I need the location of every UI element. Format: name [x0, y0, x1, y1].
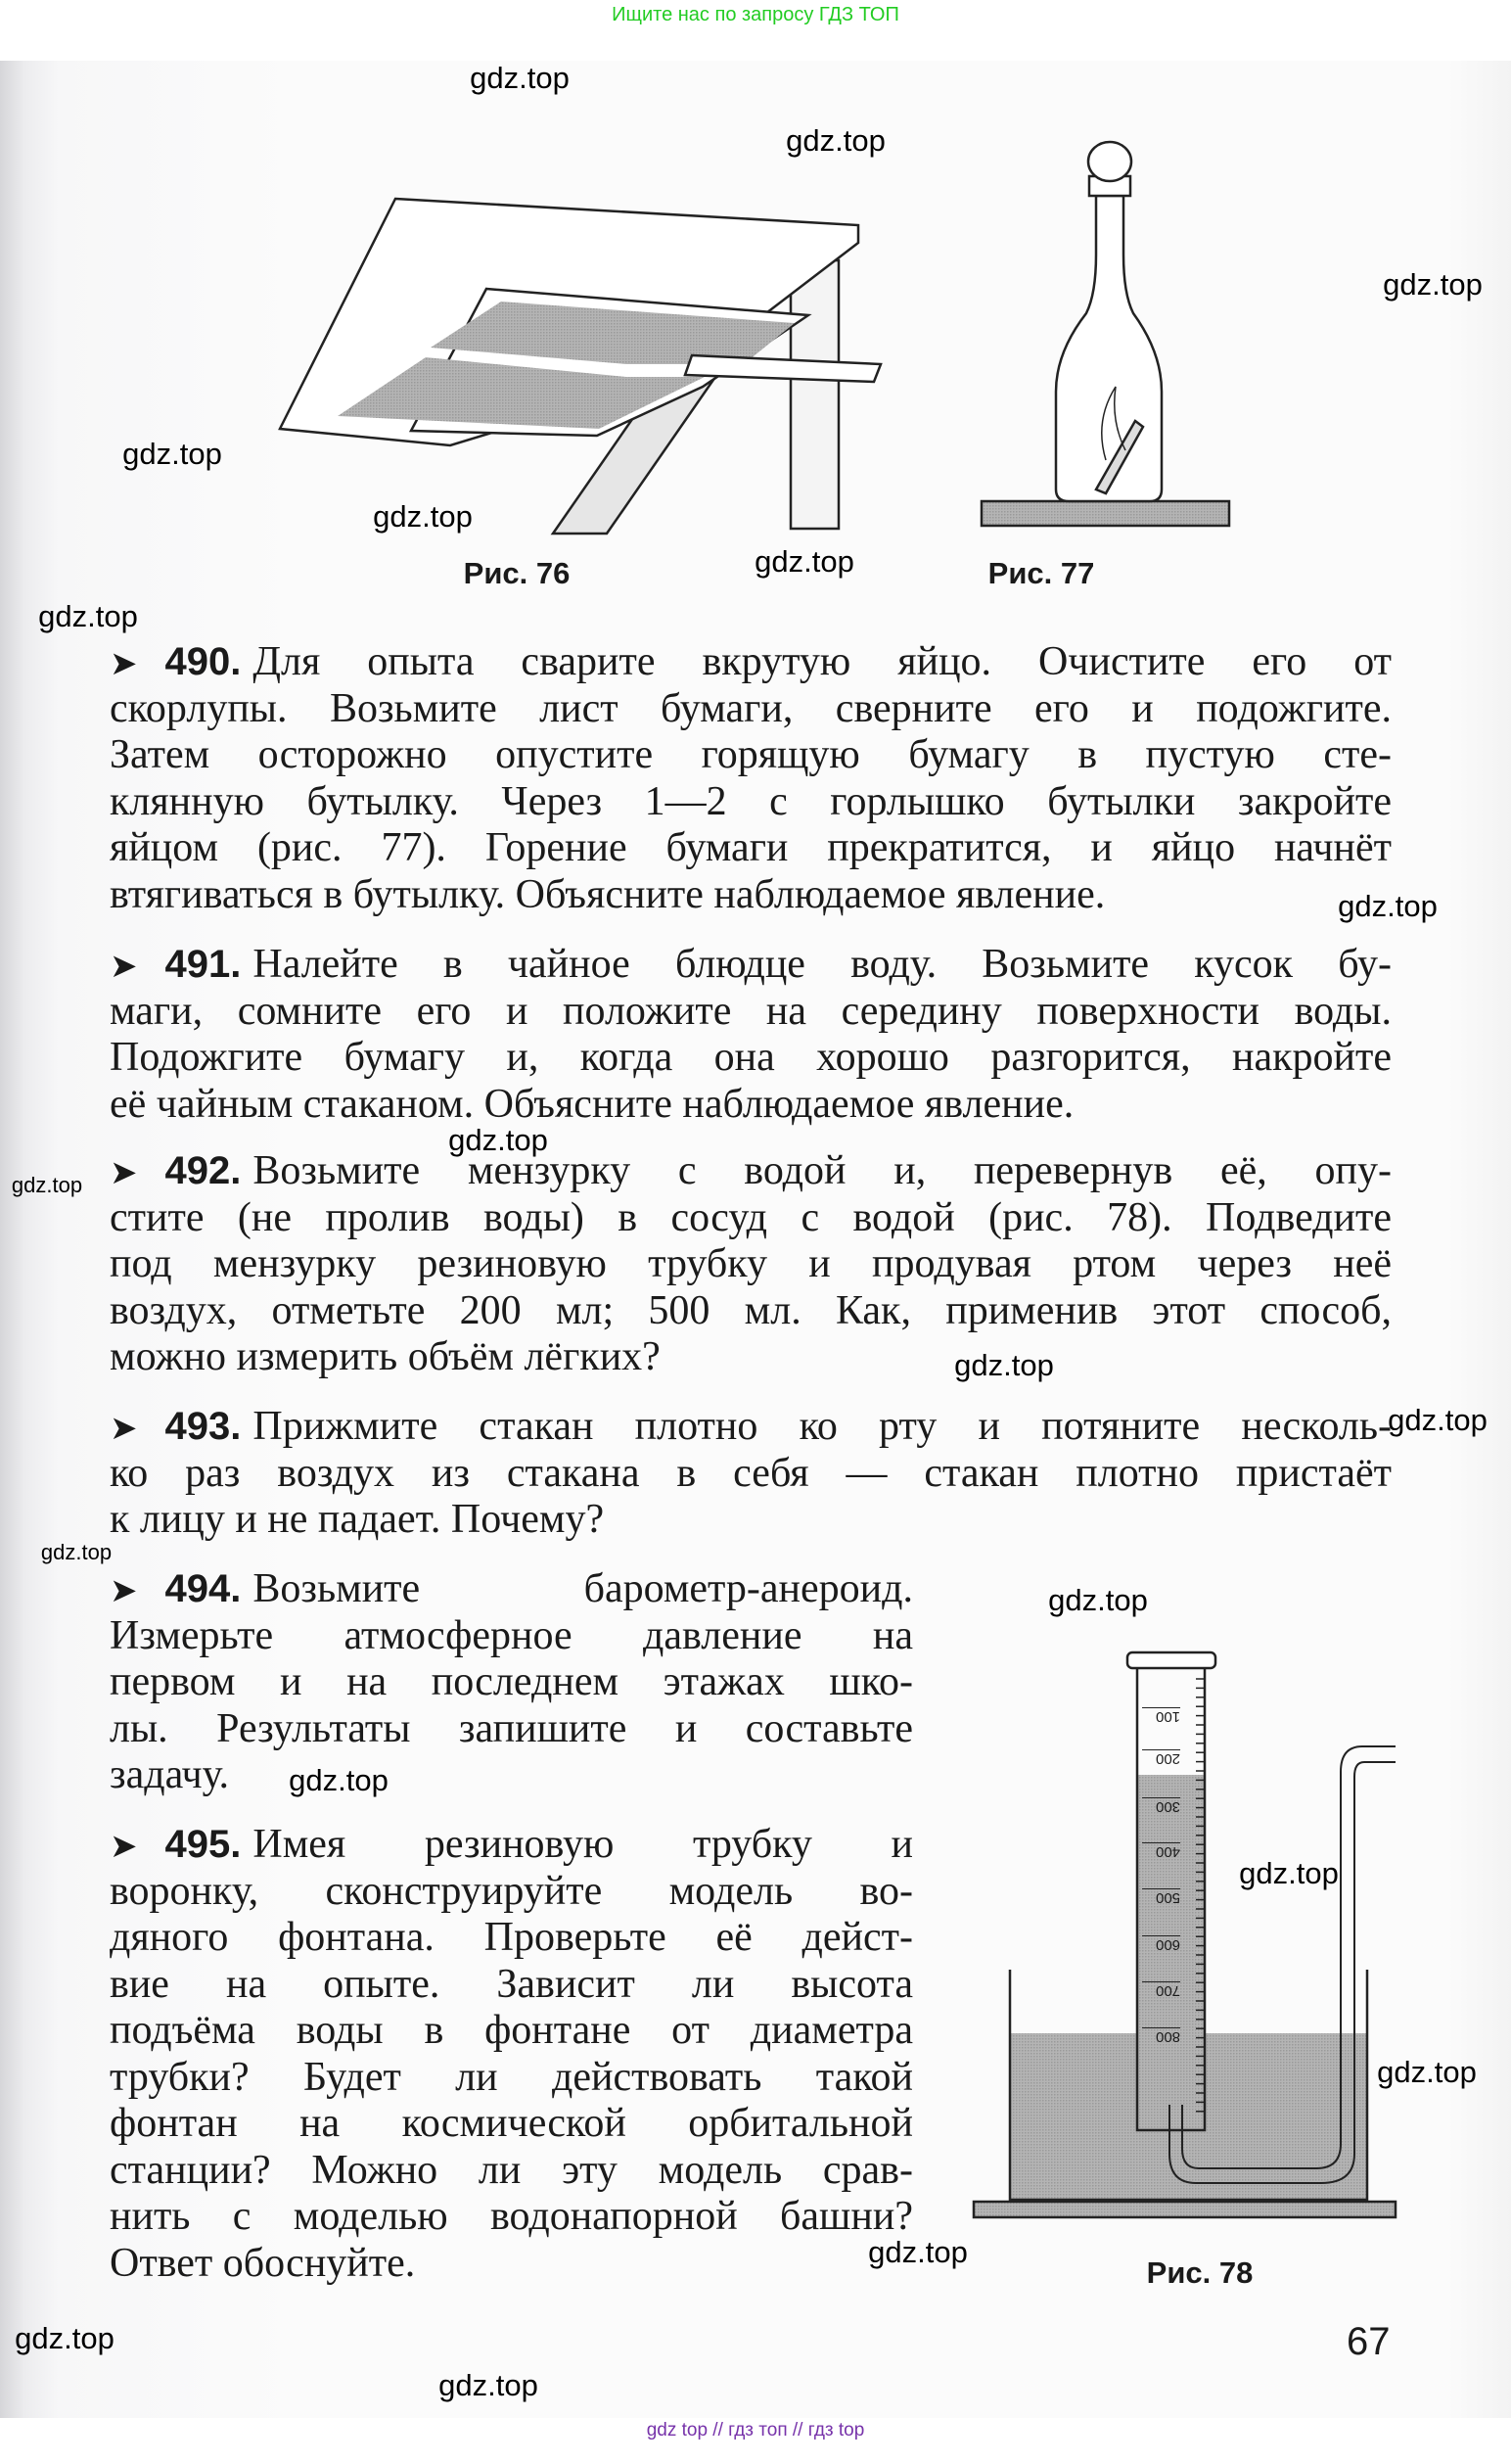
exercise-text: маги, сомните его и положите на середину поверхности воды. [110, 988, 1392, 1034]
exercise-line [110, 1241, 1392, 1288]
exercise-text: Возьмите барометр-анероид. [252, 1566, 913, 1611]
arrow-marker-icon: ➤ [110, 947, 138, 986]
exercise-text: дяного фонтана. Проверьте её дейст- [110, 1915, 913, 1960]
exercise-text: Налейте в чайное блюдце воду. Возьмите кусок бу- [252, 942, 1392, 987]
exercise-line [110, 1148, 1392, 1195]
exercise-line [110, 1869, 913, 1916]
exercise-number: 495. [164, 1823, 242, 1866]
exercise-line [110, 1035, 1392, 1082]
exercise-line [110, 825, 1392, 872]
watermark-text: gdz.top [373, 499, 473, 534]
exercise-number: 490. [164, 640, 242, 683]
page-number: 67 [1347, 2320, 1391, 2363]
exercise-line [110, 639, 1392, 686]
exercise-line [110, 2008, 913, 2055]
exercise-number: 491. [164, 943, 242, 986]
watermark-text: gdz.top [1239, 1856, 1339, 1890]
exercise-text: ко раз воздух из стакана в себя — стакан плотно пристаёт [110, 1450, 1392, 1496]
figure-76-caption: Рис. 76 [463, 556, 571, 590]
exercise-line [110, 1195, 1392, 1242]
exercise-text: втягиваться в бутылку. Объясните наблюдаемое явление. [110, 871, 1106, 917]
exercise-line [110, 732, 1392, 779]
arrow-marker-icon: ➤ [110, 1409, 138, 1448]
watermark-text: gdz.top [40, 1540, 113, 1564]
exercise-line [110, 1288, 1392, 1335]
exercise-line [110, 1404, 1392, 1451]
exercise-text: под мензурку резиновую трубку и продувая ртом через неё [110, 1241, 1392, 1286]
watermark-text: gdz.top [1048, 1583, 1148, 1617]
exercise-text: можно измерить объём лёгких? [110, 1334, 661, 1379]
exercise-number: 492. [164, 1149, 242, 1192]
exercise-line [110, 1822, 913, 1869]
exercise-line [110, 2194, 913, 2241]
exercise-line [110, 779, 1392, 826]
exercise-line [110, 1451, 1392, 1498]
exercise-line [110, 1497, 1392, 1544]
beaker-scale-label: 800 [1142, 2027, 1180, 2045]
exercise-text: первом и на последнем этажах шко- [110, 1659, 913, 1704]
exercise-line [110, 1082, 1392, 1129]
exercise-number: 493. [164, 1405, 242, 1448]
exercise-text: Ответ обоснуйте. [110, 2240, 416, 2286]
arrow-marker-icon: ➤ [110, 1153, 138, 1192]
watermark-text: gdz.top [1338, 889, 1438, 923]
watermark-text: gdz.top [289, 1763, 389, 1797]
beaker-scale-label: 500 [1142, 1888, 1180, 1906]
arrow-marker-icon: ➤ [110, 1827, 138, 1866]
exercise-text: Затем осторожно опустите горящую бумагу в пустую сте- [110, 732, 1392, 777]
watermark-text: gdz.top [15, 2321, 114, 2355]
exercise-text: станции? Можно ли эту модель срав- [110, 2147, 913, 2193]
exercise-line [110, 1334, 1392, 1381]
exercise-491 [110, 942, 1392, 1128]
watermark-text: gdz.top [470, 61, 570, 95]
watermark-text: gdz.top [1377, 2055, 1477, 2089]
exercise-text: лы. Результаты запишите и составьте [110, 1705, 913, 1751]
exercise-line [110, 2101, 913, 2148]
exercise-text: воронку, сконструируйте модель во- [110, 1868, 913, 1914]
exercise-line [110, 1706, 913, 1753]
exercise-line [110, 942, 1392, 989]
watermark-text: gdz.top [755, 544, 854, 579]
watermark-text: gdz.top [868, 2235, 968, 2269]
exercise-text: яйцом (рис. 77). Горение бумаги прекратится, и яйцо начнёт [110, 825, 1392, 870]
exercise-line [110, 686, 1392, 733]
exercise-line [110, 1915, 913, 1962]
arrow-marker-icon: ➤ [110, 1571, 138, 1610]
exercise-text: её чайным стаканом. Объясните наблюдаемое явление. [110, 1081, 1075, 1127]
exercise-text: Прижмите стакан плотно ко рту и потяните несколь- [252, 1404, 1392, 1449]
watermark-text: gdz.top [786, 123, 886, 158]
watermark-text: gdz.top [438, 2368, 538, 2402]
exercise-495 [110, 1822, 913, 2287]
figure-77-caption: Рис. 77 [987, 556, 1095, 590]
exercise-text: вие на опыте. Зависит ли высота [110, 1961, 913, 2007]
exercise-number: 494. [164, 1567, 242, 1610]
exercise-text: к лицу и не падает. Почему? [110, 1497, 605, 1542]
beaker-scale-label: 700 [1142, 1981, 1180, 1999]
exercise-text: Возьмите мензурку с водой и, перевернув её, опу- [252, 1148, 1392, 1193]
exercise-text: задачу. [110, 1752, 229, 1797]
beaker-scale-label: 400 [1142, 1842, 1180, 1860]
exercise-text: клянную бутылку. Через 1—2 с горлышко бутылки закройте [110, 778, 1392, 824]
exercise-490 [110, 639, 1392, 918]
exercise-line [110, 2241, 913, 2288]
exercise-text: Имея резиновую трубку и [252, 1822, 913, 1867]
exercise-text: трубки? Будет ли действовать такой [110, 2054, 913, 2100]
exercise-text: Для опыта сварите вкрутую яйцо. Очистите его от [252, 639, 1392, 684]
watermark-text: gdz.top [38, 599, 138, 633]
exercise-text: Подожгите бумагу и, когда она хорошо разгорится, накройте [110, 1035, 1392, 1080]
beaker-scale-label: 300 [1142, 1797, 1180, 1815]
exercise-line [110, 2148, 913, 2195]
exercise-line [110, 2055, 913, 2102]
search-hint-banner[interactable]: Ищите нас по запросу ГДЗ ТОП [612, 4, 899, 25]
exercise-line [110, 1962, 913, 2009]
exercise-line [110, 1613, 913, 1660]
exercise-line [110, 989, 1392, 1036]
exercise-text: нить с моделью водонапорной башни? [110, 2194, 913, 2239]
arrow-marker-icon: ➤ [110, 644, 138, 683]
watermark-text: gdz.top [954, 1348, 1054, 1382]
beaker-scale-label: 200 [1142, 1749, 1180, 1767]
exercise-494 [110, 1566, 913, 1799]
watermark-text: gdz.top [11, 1173, 83, 1197]
exercise-text: Измерьте атмосферное давление на [110, 1612, 913, 1658]
exercise-text: фонтан на космической орбитальной [110, 2101, 913, 2146]
exercise-492 [110, 1148, 1392, 1381]
beaker-scale-label: 100 [1142, 1707, 1180, 1725]
exercise-line [110, 1659, 913, 1706]
exercise-line [110, 872, 1392, 919]
footer-links[interactable]: gdz top // гдз топ // гдз top [646, 2420, 865, 2441]
exercise-text: скорлупы. Возьмите лист бумаги, сверните его и подожгите. [110, 685, 1392, 731]
watermark-text: gdz.top [122, 437, 222, 471]
exercise-493 [110, 1404, 1392, 1544]
watermark-text: gdz.top [1388, 1403, 1488, 1437]
exercise-text: стите (не пролив воды) в сосуд с водой (рис. 78). Подведите [110, 1194, 1392, 1240]
exercise-text: воздух, отметьте 200 мл; 500 мл. Как, применив этот способ, [110, 1287, 1392, 1333]
figure-78-caption: Рис. 78 [1146, 2255, 1254, 2290]
exercise-text: подъёма воды в фонтане от диаметра [110, 2008, 913, 2053]
beaker-scale-label: 600 [1142, 1935, 1180, 1953]
watermark-text: gdz.top [448, 1123, 548, 1157]
exercise-line [110, 1752, 913, 1799]
watermark-text: gdz.top [1383, 267, 1483, 302]
exercise-line [110, 1566, 913, 1613]
